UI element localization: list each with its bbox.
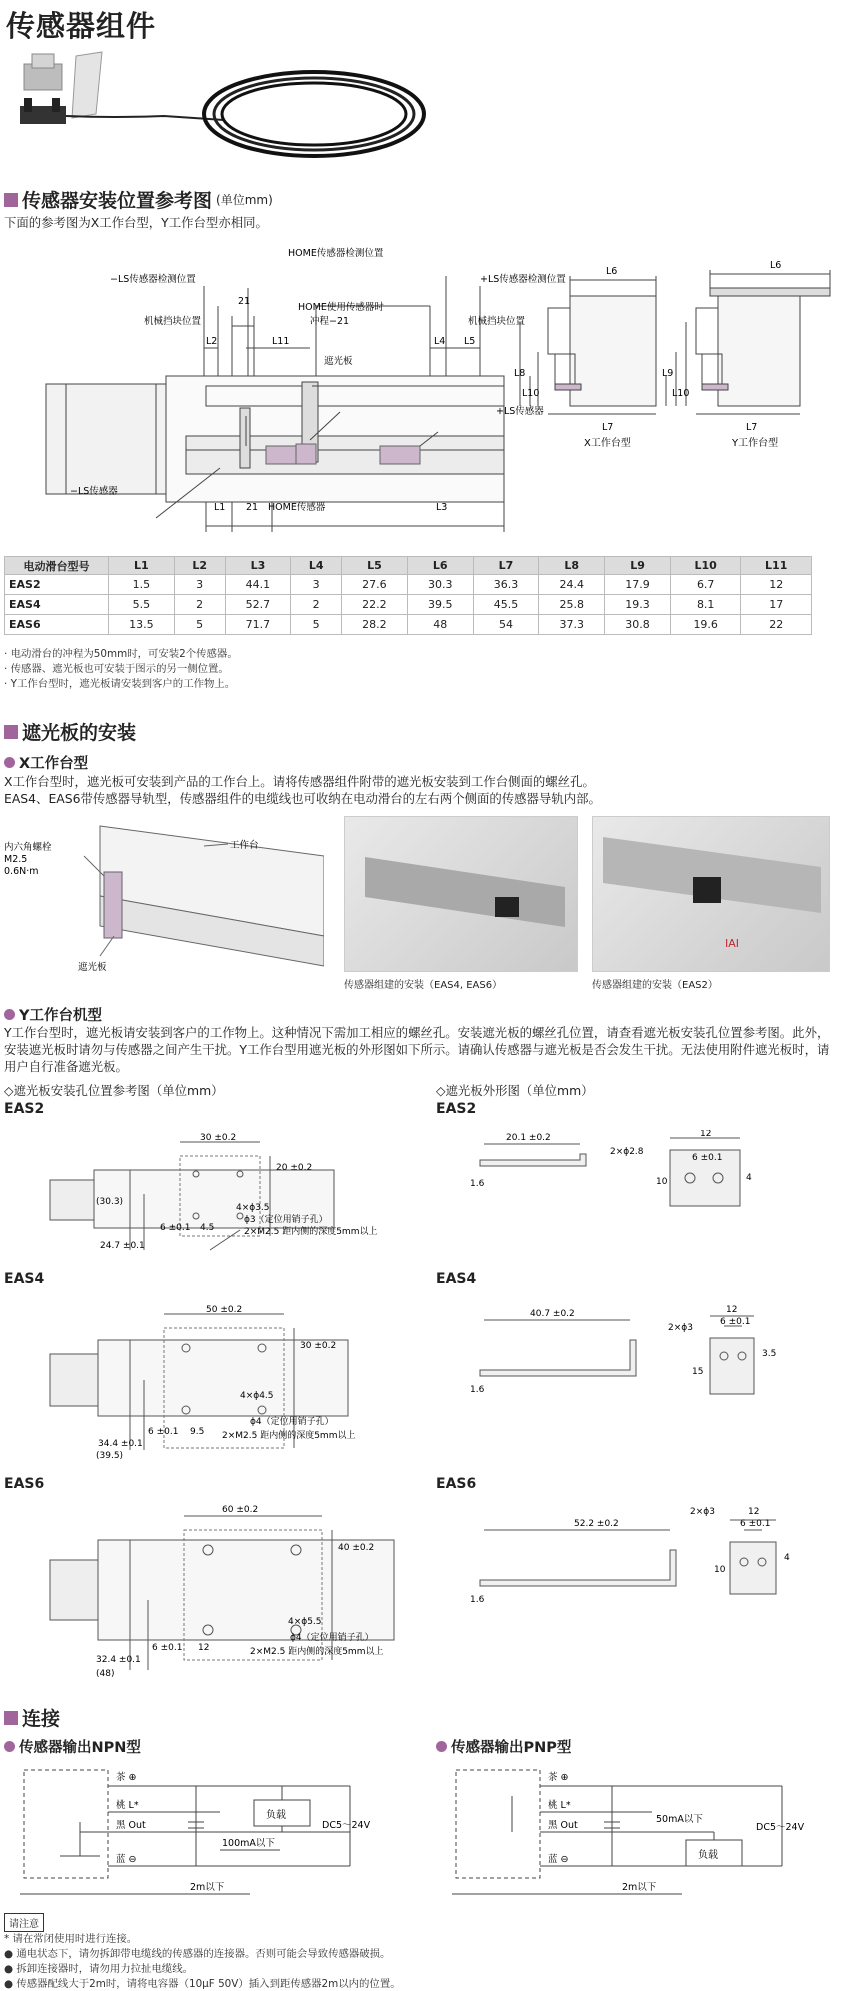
eas6-dim-right: 40 ±0.2 (338, 1543, 375, 1553)
cell: 17 (741, 595, 812, 615)
cell: 8.1 (670, 595, 741, 615)
eas2-b2: 4.5 (200, 1223, 215, 1233)
eas4-shape-h: 15 (692, 1367, 704, 1377)
section-shade-install (4, 718, 136, 745)
eas6-dim-top: 60 ±0.2 (222, 1505, 259, 1515)
x-para-1: X工作台型时，遮光板可安装到产品的工作台上。请将传感器组件附带的遮光板安装到工作台侧面的螺丝孔。 (4, 774, 595, 789)
eas2-shape-h: 10 (656, 1177, 668, 1187)
eas4-v1: 34.4 ±0.1 (98, 1439, 143, 1449)
eas4-shape-e: 3.5 (762, 1349, 777, 1359)
section-marker (4, 1711, 18, 1725)
cell: 45.5 (473, 595, 539, 615)
eas6-shape-drawing (470, 1500, 820, 1620)
cell: 2 (174, 595, 225, 615)
eas2-shape-drawing (470, 1130, 790, 1230)
label-mech-stop-left: 机械挡块位置 (144, 316, 202, 327)
cell: 30.3 (407, 575, 473, 595)
cell: 13.5 (109, 615, 175, 635)
cell: 48 (407, 615, 473, 635)
current-npn: 100mA以下 (222, 1838, 275, 1849)
cell: 37.3 (539, 615, 605, 635)
cell: 22 (741, 615, 812, 635)
caution-item: ● 拆卸连接器时，请勿用力拉扯电缆线。 (4, 1963, 194, 1975)
npn-circuit (20, 1756, 420, 1906)
dim-l11: L11 (272, 336, 290, 347)
x-table-text (4, 773, 840, 807)
shade-shape-title: ◇遮光板外形图（单位mm） (436, 1083, 594, 1098)
eas6-shape-e: 4 (784, 1553, 790, 1563)
subsection-title: 传感器输出PNP型 (451, 1740, 572, 1756)
section-unit: (单位mm) (216, 193, 273, 207)
cell: 54 (473, 615, 539, 635)
subsection-marker (4, 757, 15, 768)
eas2-tap: 2×M2.5 距内侧的深度5mm以上 (244, 1227, 378, 1237)
label-home-stroke-1: HOME使用传感器时 (298, 302, 384, 313)
note-item: · 传感器、遮光板也可安装于图示的另一侧位置。 (4, 663, 229, 675)
section-marker (4, 193, 18, 207)
col-l7: L7 (473, 557, 539, 575)
cell: 3 (291, 575, 342, 595)
eas2-hole-drawing (40, 1130, 420, 1260)
eas4-b2: 9.5 (190, 1427, 205, 1437)
eas6-b2: 12 (198, 1643, 210, 1653)
subsection-pnp (436, 1736, 571, 1757)
eas6-holes: 4×ϕ5.5 (288, 1617, 322, 1627)
wire-black: 黑 Out (116, 1820, 146, 1831)
wire-blue: 蓝 ⊖ (116, 1854, 137, 1865)
eas6-shape-w: 12 (748, 1507, 760, 1517)
cell: 5 (174, 615, 225, 635)
label-mech-stop-right: 机械挡块位置 (468, 316, 526, 327)
section-title: 传感器安装位置参考图 (22, 190, 213, 212)
dim-l8-x: L8 (514, 368, 526, 379)
dim-l7-y: L7 (746, 422, 758, 433)
dim-l7-x: L7 (602, 422, 614, 433)
section-marker (4, 725, 18, 739)
col-l8: L8 (539, 557, 605, 575)
eas6-b1: 6 ±0.1 (152, 1643, 183, 1653)
subsection-x-table (4, 752, 88, 773)
eas4-holes: 4×ϕ4.5 (240, 1391, 274, 1401)
dim-21-top: 21 (238, 296, 251, 307)
photo-install-eas2 (592, 816, 830, 972)
label-minus-ls: −LS传感器 (70, 486, 118, 497)
cell: 24.4 (539, 575, 605, 595)
col-l4: L4 (291, 557, 342, 575)
eas2-shape-len: 20.1 ±0.2 (506, 1133, 551, 1143)
eas4-shape-len: 40.7 ±0.2 (530, 1309, 575, 1319)
cell: 1.5 (109, 575, 175, 595)
section1-notes (4, 647, 238, 692)
eas2-v1: 24.7 ±0.1 (100, 1241, 145, 1251)
cell: EAS6 (5, 615, 109, 635)
label-screw-1: 内六角螺栓 (4, 842, 52, 853)
current-pnp: 50mA以下 (656, 1814, 703, 1825)
model-eas6-hole: EAS6 (4, 1476, 45, 1492)
col-l5: L5 (342, 557, 408, 575)
section-title: 连接 (22, 1708, 61, 1730)
eas2-shape-t: 1.6 (470, 1179, 485, 1189)
caution-notes (4, 1912, 401, 1991)
model-eas2-hole: EAS2 (4, 1101, 45, 1117)
label-table: 工作台 (230, 840, 259, 851)
x-para-2: EAS4、EAS6带传感器导轨型，传感器组件的电缆线也可收纳在电动滑台的左右两个侧面的传感器导轨内部。 (4, 791, 601, 806)
label-home-sensor: HOME传感器 (268, 502, 326, 513)
cell: 5.5 (109, 595, 175, 615)
dim-l6-y: L6 (770, 260, 782, 271)
label-screw-3: 0.6N·m (4, 866, 39, 877)
cell: 44.1 (225, 575, 291, 595)
y-table-text: Y工作台型时，遮光板请安装到客户的工作物上。这种情况下需加工相应的螺丝孔。安装遮光板的螺丝孔位置，请查看遮光板安装孔位置参考图。此外，安装遮光板时请勿与传感器之间产生干扰。Y工作台型用遮光板的外形图如下所示。请确认传感器与遮光板是否会发生干扰。无法使用附件遮光板时，请用户自行准备遮光板。 (4, 1025, 830, 1074)
eas4-pin: ϕ4（定位用销子孔） (250, 1417, 334, 1427)
load-pnp: 负载 (698, 1850, 718, 1861)
eas6-v1: 32.4 ±0.1 (96, 1655, 141, 1665)
caution-item: ● 传感器配线大于2m时，请将电容器（10μF 50V）插入到距传感器2m以内的位置。 (4, 1978, 401, 1990)
label-plus-ls: +LS传感器 (496, 406, 544, 417)
load-npn: 负载 (266, 1810, 286, 1821)
caution-item: * 请在常闭使用时进行连接。 (4, 1933, 138, 1945)
pnp-circuit (452, 1756, 832, 1906)
eas4-b1: 6 ±0.1 (148, 1427, 179, 1437)
photo-caption-1: 传感器组建的安装（EAS4, EAS6） (344, 980, 503, 991)
label-shade: 遮光板 (324, 356, 353, 367)
dim-l10-y: L10 (672, 388, 690, 399)
cell: 22.2 (342, 595, 408, 615)
eas4-shape-t: 1.6 (470, 1385, 485, 1395)
dim-l2: L2 (206, 336, 218, 347)
section-connection (4, 1704, 60, 1731)
dim-21-bottom: 21 (246, 502, 259, 513)
subsection-title: 传感器输出NPN型 (19, 1740, 141, 1756)
eas2-pin: ϕ3（定位用销子孔） (244, 1215, 328, 1225)
subsection-marker (436, 1741, 447, 1752)
eas4-tap: 2×M2.5 距内侧的深度5mm以上 (222, 1431, 356, 1441)
hole-ref-title: ◇遮光板安装孔位置参考图（单位mm） (4, 1083, 224, 1098)
section-sensor-position (4, 186, 273, 213)
cell: 19.6 (670, 615, 741, 635)
supply-npn: DC5～24V (322, 1820, 371, 1831)
photo-caption-2: 传感器组建的安装（EAS2） (592, 980, 718, 991)
cell: EAS4 (5, 595, 109, 615)
cell: 27.6 (342, 575, 408, 595)
col-model: 电动滑台型号 (5, 557, 109, 575)
dim-l5: L5 (464, 336, 476, 347)
dim-l6-x: L6 (606, 266, 618, 277)
eas6-shape-holes: 2×ϕ3 (690, 1507, 715, 1517)
wire-black-pnp: 黑 Out (548, 1820, 578, 1831)
eas4-hole-drawing (40, 1300, 420, 1460)
dim-l10-x: L10 (522, 388, 540, 399)
eas2-v2: (30.3) (96, 1197, 124, 1207)
model-eas2-shape: EAS2 (436, 1101, 477, 1117)
dim-l4: L4 (434, 336, 446, 347)
dim-l3: L3 (436, 502, 448, 513)
cell: EAS2 (5, 575, 109, 595)
label-home-detect: HOME传感器检测位置 (288, 248, 384, 259)
eas4-shape-holes: 2×ϕ3 (668, 1323, 693, 1333)
photo-brand: IAI (725, 937, 740, 950)
col-l11: L11 (741, 557, 812, 575)
col-l10: L10 (670, 557, 741, 575)
cell: 12 (741, 575, 812, 595)
wire-brown: 茶 ⊕ (116, 1772, 137, 1783)
table-header-row (5, 557, 812, 575)
supply-pnp: DC5～24V (756, 1822, 805, 1833)
cell: 19.3 (605, 595, 671, 615)
wire-orange: 桃 L* (116, 1800, 139, 1811)
subsection-npn (4, 1736, 141, 1757)
subsection-title: Y工作台机型 (19, 1008, 102, 1024)
model-eas4-hole: EAS4 (4, 1271, 45, 1287)
cell: 5 (291, 615, 342, 635)
eas2-shape-w: 12 (700, 1130, 712, 1139)
table-row (5, 595, 812, 615)
sensor-position-drawing (10, 236, 835, 552)
model-eas4-shape: EAS4 (436, 1271, 477, 1287)
label-y-type: Y工作台型 (732, 438, 779, 449)
caution-title: 请注意 (4, 1913, 44, 1932)
wire-orange-pnp: 桃 L* (548, 1800, 571, 1811)
cell: 36.3 (473, 575, 539, 595)
note-item: · Y工作台型时，遮光板请安装到客户的工作物上。 (4, 678, 236, 690)
dim-l1: L1 (214, 502, 226, 513)
photo-install-eas4-eas6 (344, 816, 578, 972)
page-title: 传感器组件 (6, 9, 157, 43)
label-screw-2: M2.5 (4, 854, 28, 865)
eas4-shape-p: 6 ±0.1 (720, 1317, 751, 1327)
note-item: · 电动滑台的冲程为50mm时，可安装2个传感器。 (4, 648, 238, 660)
section-title: 遮光板的安装 (22, 722, 137, 744)
cell: 52.7 (225, 595, 291, 615)
eas2-dim-top: 30 ±0.2 (200, 1133, 237, 1143)
cell: 30.8 (605, 615, 671, 635)
cell: 17.9 (605, 575, 671, 595)
eas4-shape-w: 12 (726, 1305, 738, 1315)
eas2-holes: 4×ϕ3.5 (236, 1203, 270, 1213)
label-plus-ls-detect: +LS传感器检测位置 (480, 274, 566, 285)
eas6-shape-p: 6 ±0.1 (740, 1519, 771, 1529)
eas2-shape-p: 6 ±0.1 (692, 1153, 723, 1163)
model-eas6-shape: EAS6 (436, 1476, 477, 1492)
eas2-shape-e: 4 (746, 1173, 752, 1183)
col-l9: L9 (605, 557, 671, 575)
eas2-dim-right: 20 ±0.2 (276, 1163, 313, 1173)
col-l1: L1 (109, 557, 175, 575)
subsection-marker (4, 1741, 15, 1752)
cable-pnp: 2m以下 (622, 1882, 657, 1893)
eas4-dim-right: 30 ±0.2 (300, 1341, 337, 1351)
eas6-shape-t: 1.6 (470, 1595, 485, 1605)
cell: 71.7 (225, 615, 291, 635)
cell: 25.8 (539, 595, 605, 615)
cell: 28.2 (342, 615, 408, 635)
eas6-pin: ϕ4（定位用销子孔） (290, 1633, 374, 1643)
eas6-shape-len: 52.2 ±0.2 (574, 1519, 619, 1529)
label-x-type: X工作台型 (584, 438, 631, 449)
col-l2: L2 (174, 557, 225, 575)
eas4-dim-top: 50 ±0.2 (206, 1305, 243, 1315)
eas6-shape-h: 10 (714, 1565, 726, 1575)
subsection-marker (4, 1009, 15, 1020)
table-row (5, 615, 812, 635)
cell: 2 (291, 595, 342, 615)
col-l6: L6 (407, 557, 473, 575)
wire-brown-pnp: 茶 ⊕ (548, 1772, 569, 1783)
sensor-dimension-table (4, 556, 812, 635)
section-intro: 下面的参考图为X工作台型，Y工作台型亦相同。 (4, 215, 268, 230)
subsection-y-table (4, 1004, 102, 1025)
label-minus-ls-detect: −LS传感器检测位置 (110, 274, 196, 285)
table-row (5, 575, 812, 595)
wire-blue-pnp: 蓝 ⊖ (548, 1854, 569, 1865)
label-shade-x: 遮光板 (78, 962, 107, 973)
col-l3: L3 (225, 557, 291, 575)
eas6-hole-drawing (40, 1500, 420, 1680)
eas2-b1: 6 ±0.1 (160, 1223, 191, 1233)
cable-npn: 2m以下 (190, 1882, 225, 1893)
x-table-shade-drawing (4, 816, 324, 976)
caution-item: ● 通电状态下，请勿拆卸带电缆线的传感器的连接器。否则可能会导致传感器破损。 (4, 1948, 391, 1960)
eas6-tap: 2×M2.5 距内侧的深度5mm以上 (250, 1647, 384, 1657)
cell: 3 (174, 575, 225, 595)
eas6-v2: (48) (96, 1669, 115, 1679)
eas4-shape-drawing (470, 1300, 810, 1410)
sensor-kit-photo (14, 48, 444, 168)
eas4-v2: (39.5) (96, 1451, 124, 1460)
cell: 39.5 (407, 595, 473, 615)
label-home-stroke-2: 冲程−21 (310, 316, 350, 327)
cell: 6.7 (670, 575, 741, 595)
subsection-title: X工作台型 (19, 756, 89, 772)
dim-l9-y: L9 (662, 368, 674, 379)
eas2-shape-holes: 2×ϕ2.8 (610, 1147, 644, 1157)
